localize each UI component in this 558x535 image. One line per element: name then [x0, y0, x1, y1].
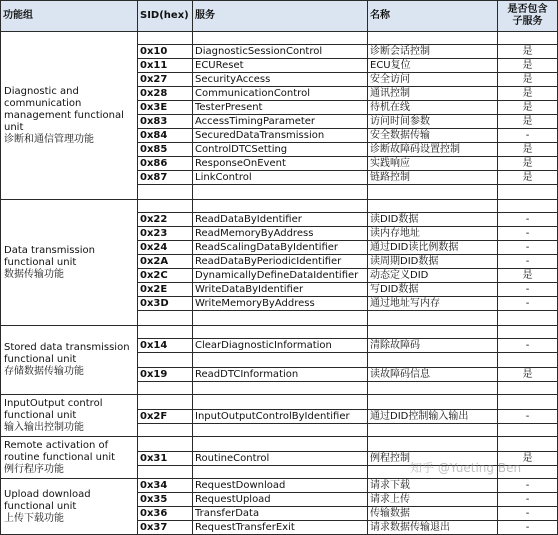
service-cell: ControlDTCSetting [193, 143, 368, 157]
group-title-zh: 上传下载功能 [4, 512, 64, 524]
subservice-cell: - [498, 479, 558, 493]
subservice-cell: - [498, 521, 558, 535]
sid-cell: 0x2A [138, 255, 193, 269]
watermark: 知乎 @Yueting Ben [410, 461, 522, 475]
sid-cell: 0x85 [138, 143, 193, 157]
header-has-subservice-line1: 是否包含 [507, 4, 548, 15]
service-cell: TransferData [193, 507, 368, 521]
group-title-en: Data transmission functional unit [4, 244, 95, 268]
header-name: 名称 [368, 1, 498, 32]
group-cell [1, 326, 138, 395]
subservice-cell: - [498, 297, 558, 311]
group-title-en: InputOutput control functional unit [4, 397, 103, 421]
service-cell: ReadMemoryByAddress [193, 227, 368, 241]
sid-cell: 0x19 [138, 368, 193, 382]
service-cell: SecurityAccess [193, 73, 368, 87]
subservice-cell: - [498, 493, 558, 507]
header-has-subservice [498, 1, 558, 32]
service-cell: AccessTimingParameter [193, 115, 368, 129]
subservice-cell: 是 [498, 101, 558, 115]
service-cell: ReadDataByIdentifier [193, 213, 368, 227]
name-cell: 实践响应 [368, 157, 498, 171]
name-cell: 读故障码信息 [368, 368, 498, 382]
service-cell: ReadDataByPeriodicIdentifier [193, 255, 368, 269]
subservice-cell: - [498, 339, 558, 353]
name-cell: 链路控制 [368, 171, 498, 185]
group-cell [1, 479, 138, 535]
service-cell: LinkControl [193, 171, 368, 185]
sid-cell: 0x34 [138, 479, 193, 493]
subservice-cell: 是 [498, 269, 558, 283]
name-cell: 传输数据 [368, 507, 498, 521]
name-cell: 清除故障码 [368, 339, 498, 353]
sid-cell: 0x37 [138, 521, 193, 535]
table-row [1, 479, 558, 493]
name-cell: ECU复位 [368, 59, 498, 73]
service-cell: RequestDownload [193, 479, 368, 493]
subservice-cell: - [498, 255, 558, 269]
name-cell: 动态定义DID [368, 269, 498, 283]
sid-cell: 0x31 [138, 452, 193, 466]
sid-cell: 0x35 [138, 493, 193, 507]
subservice-cell: 是 [498, 171, 558, 185]
name-cell: 通过地址写内存 [368, 297, 498, 311]
subservice-cell: 是 [498, 115, 558, 129]
header-row [1, 1, 558, 32]
name-cell: 通过DID读比例数据 [368, 241, 498, 255]
group-title-zh: 例行程序功能 [4, 463, 64, 475]
group-title-en: Stored data transmission functional unit [4, 342, 130, 365]
sid-cell: 0x2F [138, 410, 193, 424]
group-cell [1, 200, 138, 326]
name-cell: 读内存地址 [368, 227, 498, 241]
sid-cell: 0x86 [138, 157, 193, 171]
subservice-cell: - [498, 241, 558, 255]
group-title-zh: 数据传输功能 [4, 268, 64, 280]
subservice-cell: - [498, 213, 558, 227]
service-cell: ReadDTCInformation [193, 368, 368, 382]
subservice-cell: 是 [498, 87, 558, 101]
sid-cell: 0x2C [138, 269, 193, 283]
subservice-cell: 是 [498, 452, 558, 466]
sid-cell: 0x22 [138, 213, 193, 227]
name-cell: 访问时间参数 [368, 115, 498, 129]
subservice-cell: 是 [498, 45, 558, 59]
name-cell: 安全访问 [368, 73, 498, 87]
group-title-en: Diagnostic and communication management functional unit [4, 85, 124, 133]
name-cell: 请求上传 [368, 493, 498, 507]
sid-cell: 0x87 [138, 171, 193, 185]
sid-cell: 0x23 [138, 227, 193, 241]
name-cell: 读DID数据 [368, 213, 498, 227]
subservice-cell: - [498, 507, 558, 521]
service-cell: RoutineControl [193, 452, 368, 466]
group-title-en: Upload download functional unit [4, 488, 91, 512]
subservice-cell: - [498, 410, 558, 424]
name-cell: 读周期DID数据 [368, 255, 498, 269]
sid-cell: 0x3E [138, 101, 193, 115]
name-cell: 通讯控制 [368, 87, 498, 101]
service-cell: SecuredDataTransmission [193, 129, 368, 143]
subservice-cell: 是 [498, 143, 558, 157]
sid-cell: 0x83 [138, 115, 193, 129]
name-cell: 请求数据传输退出 [368, 521, 498, 535]
service-cell: DiagnosticSessionControl [193, 45, 368, 59]
sid-cell: 0x36 [138, 507, 193, 521]
group-cell [1, 32, 138, 200]
sid-cell: 0x11 [138, 59, 193, 73]
name-cell: 例程控制 [368, 452, 498, 466]
subservice-cell: 是 [498, 157, 558, 171]
name-cell: 通过DID控制输入输出 [368, 410, 498, 424]
name-cell: 写DID数据 [368, 283, 498, 297]
sid-cell: 0x3D [138, 297, 193, 311]
header-has-subservice-line2: 子服务 [512, 16, 543, 27]
name-cell: 安全数据传输 [368, 129, 498, 143]
subservice-cell: 是 [498, 73, 558, 87]
name-cell: 待机在线 [368, 101, 498, 115]
service-cell: ECUReset [193, 59, 368, 73]
subservice-cell: - [498, 129, 558, 143]
group-cell [1, 437, 138, 479]
subservice-cell: 是 [498, 368, 558, 382]
sid-cell: 0x10 [138, 45, 193, 59]
service-cell: DynamicallyDefineDataIdentifier [193, 269, 368, 283]
name-cell: 诊断故障码设置控制 [368, 143, 498, 157]
service-cell: ReadScalingDataByIdentifier [193, 241, 368, 255]
service-cell: WriteMemoryByAddress [193, 297, 368, 311]
group-title-zh: 存储数据传输功能 [4, 366, 84, 377]
subservice-cell: - [498, 283, 558, 297]
subservice-cell: - [498, 227, 558, 241]
subservice-cell: 是 [498, 59, 558, 73]
service-cell: RequestUpload [193, 493, 368, 507]
service-cell: ClearDiagnosticInformation [193, 339, 368, 353]
sid-cell: 0x27 [138, 73, 193, 87]
sid-cell: 0x84 [138, 129, 193, 143]
group-cell [1, 395, 138, 437]
name-cell: 诊断会话控制 [368, 45, 498, 59]
service-cell: TesterPresent [193, 101, 368, 115]
sid-cell: 0x2E [138, 283, 193, 297]
service-cell: WriteDataByIdentifier [193, 283, 368, 297]
group-title-zh: 输入输出控制功能 [4, 421, 84, 433]
header-sid: SID(hex) [138, 1, 193, 32]
header-service: 服务 [193, 1, 368, 32]
group-title-zh: 诊断和通信管理功能 [4, 133, 94, 145]
group-title-en: Remote activation of routine functional unit [4, 439, 116, 463]
service-cell: InputOutputControlByIdentifier [193, 410, 368, 424]
service-cell: CommunicationControl [193, 87, 368, 101]
sid-cell: 0x14 [138, 339, 193, 353]
header-group: 功能组 [1, 1, 138, 32]
service-cell: RequestTransferExit [193, 521, 368, 535]
sid-cell: 0x28 [138, 87, 193, 101]
sid-cell: 0x24 [138, 241, 193, 255]
name-cell: 请求下载 [368, 479, 498, 493]
service-cell: ResponseOnEvent [193, 157, 368, 171]
